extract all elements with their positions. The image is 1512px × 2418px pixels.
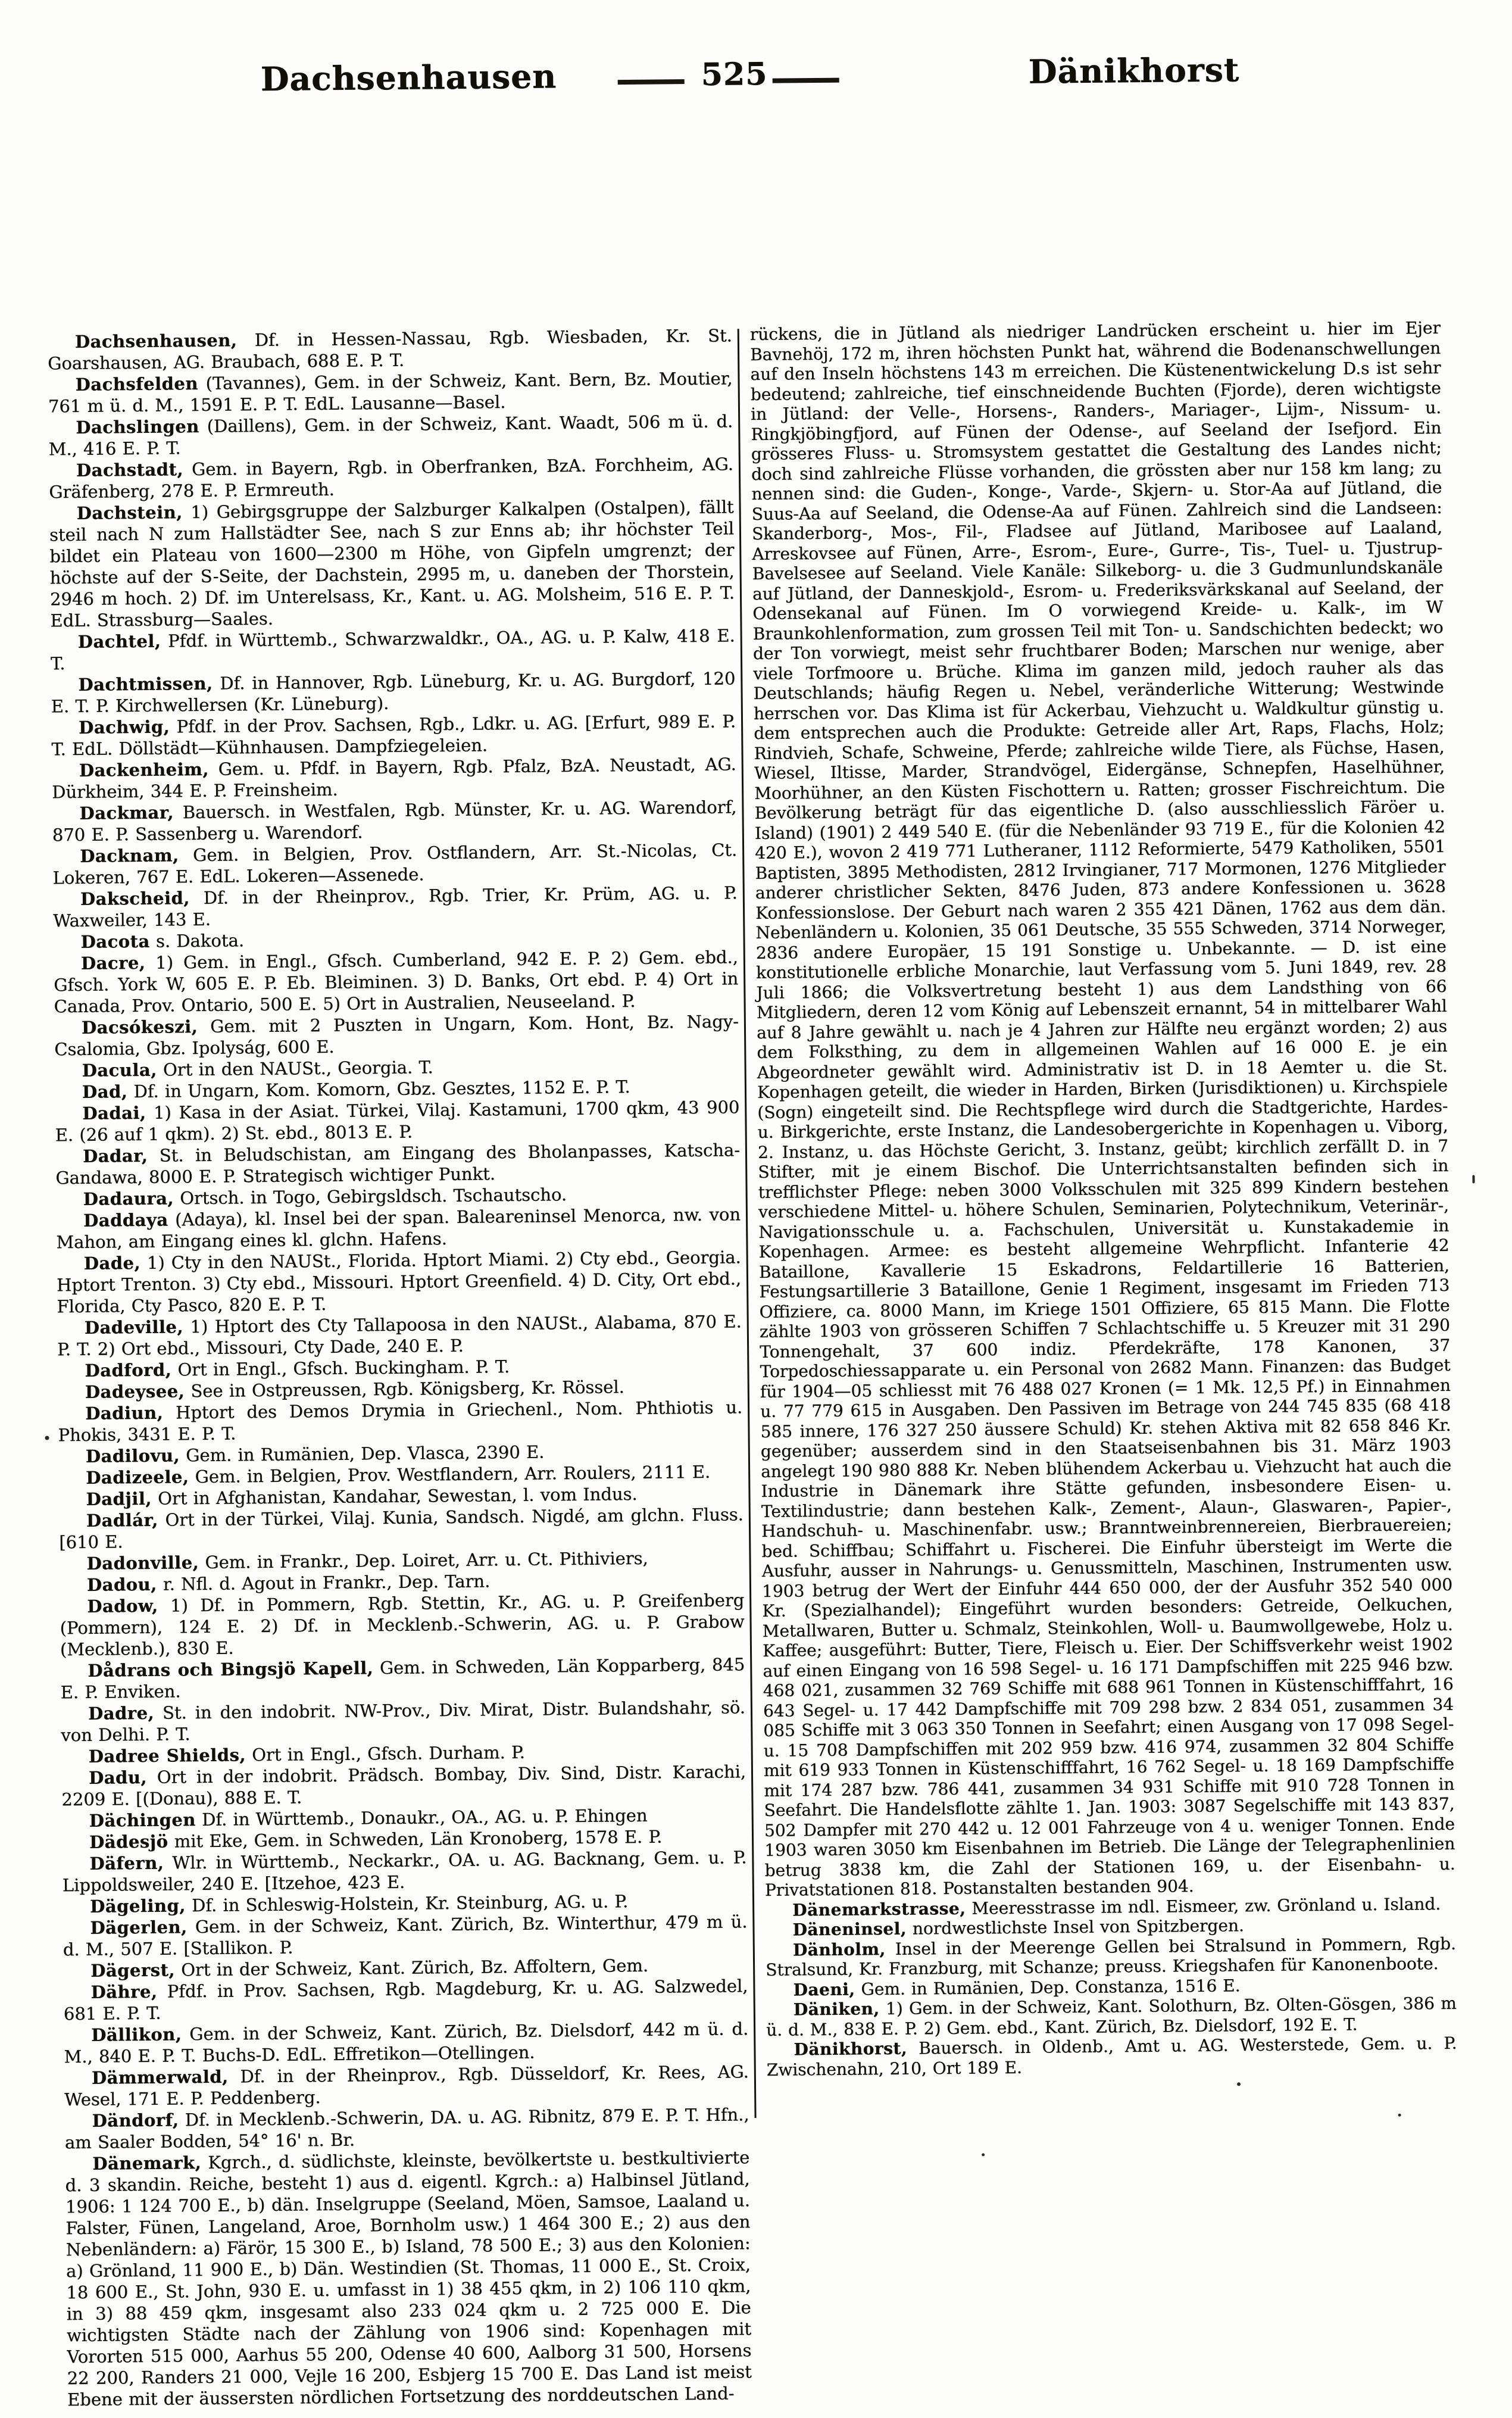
dictionary-entry: Dadford, Ort in Engl., Gfsch. Buckingham. P. T.	[85, 1356, 510, 1381]
entry-term: Dad,	[82, 1081, 128, 1102]
entry-term: Dacre,	[80, 952, 146, 974]
entry-term: Dändorf,	[92, 2110, 179, 2131]
entry-term: Dänemarkstrasse,	[792, 1898, 966, 1920]
dictionary-entry: Däneninsel, nordwestlichste Insel von Spitzbergen.	[792, 1915, 1244, 1940]
header-rule-left	[618, 79, 685, 85]
dictionary-entry: Dänikhorst, Bauersch. in Oldenb., Amt u. AG. Westerstede, Gem. u. P. Zwischenahn, 210, Ort 189 E.	[766, 2033, 1457, 2080]
dictionary-entry: Dacknam, Gem. in Belgien, Prov. Ostflandern, Arr. St.-Nicolas, Ct. Lokeren, 767 E. EdL. Lokeren—Assenede.	[52, 840, 738, 888]
entry-term: Dadu,	[88, 1767, 148, 1788]
dictionary-entry: Dägerlen, Gem. in der Schweiz, Kant. Zürich, Bz. Winterthur, 479 m ü. d. M., 507 E. [Stallikon. P.	[63, 1911, 748, 1960]
entry-term: Dacknam,	[79, 845, 179, 866]
entry-term: Dädesjö	[89, 1831, 168, 1852]
dictionary-entry: Dändorf, Df. in Mecklenb.-Schwerin, DA. u. AG. Ribnitz, 879 E. P. T. Hfn., am Saaler Bodden, 54° 16' n. Br.	[64, 2104, 749, 2153]
entry-term: Dadlár,	[86, 1509, 158, 1531]
entry-term: Däniken,	[793, 1999, 880, 2020]
dictionary-entry: Dänholm, Insel in der Meerenge Gellen bei Stralsund in Pommern, Rgb. Stralsund, Kr. Franzburg, mit Schanze; preuss. Kriegshafen für Kanonenboote.	[766, 1933, 1456, 1980]
entry-term: Dällikon,	[91, 2024, 182, 2045]
dictionary-entry: Dadai, 1) Kasa in der Asiat. Türkei, Vilaj. Kastamuni, 1700 qkm, 43 900 E. (26 auf 1 qkm). 2) St. ebd., 8013 E. P.	[55, 1097, 740, 1146]
dictionary-entry: Dadonville, Gem. in Frankr., Dep. Loiret, Arr. u. Ct. Pithiviers,	[86, 1547, 648, 1574]
entry-term: Daeni,	[793, 1979, 855, 1999]
dictionary-entry: Dähre, Pfdf. in Prov. Sachsen, Rgb. Magdeburg, Kr. u. AG. Salzwedel, 681 E. P. T.	[63, 1976, 748, 2024]
dictionary-entry: Dachsfelden (Tavannes), Gem. in der Schweiz, Kant. Bern, Bz. Moutier, 761 m ü. d. M., 1591 E. P. T. EdL. Lausanne—Basel.	[48, 368, 733, 417]
dictionary-entry: Dägeling, Df. in Schleswig-Holstein, Kr. Steinburg, AG. u. P.	[89, 1891, 629, 1917]
scan-speck	[982, 2153, 985, 2156]
entry-term: Dähre,	[90, 1981, 158, 2002]
entry-term: Dächingen	[89, 1809, 196, 1831]
dictionary-entry: Dädesjö mit Eke, Gem. in Schweden, Län Kronoberg, 1578 E. P.	[89, 1826, 663, 1852]
dictionary-entry: Dadar, St. in Beludschistan, am Eingang des Bholanpasses, Katscha-Gandawa, 8000 E. P. Strategisch wichtiger Punkt.	[55, 1140, 741, 1188]
dictionary-entry: Dådrans och Bingsjö Kapell, Gem. in Schweden, Län Kopparberg, 845 E. P. Enviken.	[60, 1654, 745, 1703]
dictionary-entry: Dadree Shields, Ort in Engl., Gfsch. Durham. P.	[88, 1742, 525, 1767]
header-left-keyword: Dachsenhausen	[260, 57, 557, 98]
dictionary-entry: Dade, 1) Cty in den NAUSt., Florida. Hptort Miami. 2) Cty ebd., Georgia. Hptort Trenton. 3) Cty ebd., Missouri. Hptort Greenfield. 4) D. City, Ort ebd., Florida, Cty Pasco, 820 E. P. T.	[56, 1247, 742, 1317]
dictionary-entry: Dacsókeszi, Gem. mit 2 Puszten in Ungarn, Kom. Hont, Bz. Nagy-Csalomia, Gbz. Ipolyság, 600 E.	[54, 1011, 739, 1060]
entry-term: Dadow,	[87, 1595, 158, 1617]
dictionary-entry: Dad, Df. in Ungarn, Kom. Komorn, Gbz. Gesztes, 1152 E. P. T.	[82, 1077, 630, 1102]
dictionary-entry: Dällikon, Gem. in der Schweiz, Kant. Zürich, Bz. Dielsdorf, 442 m ü. d. M., 840 E. P. T. Buchs-D. EdL. Effretikon—Otellingen.	[64, 2018, 749, 2067]
entry-term: Dachtel,	[77, 631, 161, 652]
entry-term: Däfern,	[89, 1852, 164, 1874]
dictionary-entry: Dämmerwald, Df. in der Rheinprov., Rgb. Düsseldorf, Kr. Rees, AG. Wesel, 171 E. P. Peddenberg.	[64, 2061, 749, 2110]
page-number: 525	[701, 55, 768, 93]
scan-speck	[45, 1436, 49, 1440]
header-rule-right	[773, 78, 839, 83]
scan-speck	[1237, 2082, 1241, 2086]
header-right-keyword: Dänikhorst	[1028, 50, 1240, 91]
column-right	[750, 318, 1458, 2152]
entry-term: Dachwig,	[78, 716, 170, 738]
entry-term: Dadeville,	[84, 1316, 184, 1338]
dictionary-entry: Dadjil, Ort in Afghanistan, Kandahar, Sewestan, l. vom Indus.	[86, 1483, 638, 1509]
dictionary-entry: Dadizeele, Gem. in Belgien, Prov. Westflandern, Arr. Roulers, 2111 E.	[86, 1461, 711, 1488]
entry-term: Dade,	[83, 1252, 141, 1274]
dictionary-entry: Dadre, St. in den indobrit. NW-Prov., Div. Mirat, Distr. Bulandshahr, sö. von Delhi. P. T.	[61, 1697, 746, 1746]
entry-term: Dådrans och Bingsjö Kapell,	[88, 1658, 374, 1681]
dictionary-entry: Dackmar, Bauersch. in Westfalen, Rgb. Münster, Kr. u. AG. Warendorf, 870 E. P. Sassenberg u. Warendorf.	[52, 797, 737, 845]
entry-term: Dadaura,	[83, 1188, 174, 1209]
dictionary-entry: Dadeville, 1) Hptort des Cty Tallapoosa in den NAUSt., Alabama, 870 E. P. T. 2) Ort ebd., Missouri, Cty Dade, 240 E. P.	[57, 1311, 742, 1360]
entry-term: Dadizeele,	[86, 1467, 189, 1488]
entry-term: Dadai,	[82, 1102, 146, 1124]
entry-term: Dachsenhausen,	[74, 330, 238, 352]
dictionary-entry: Dachtmissen, Df. in Hannover, Rgb. Lüneburg, Kr. u. AG. Burgdorf, 120 E. T. P. Kirchwellersen (Kr. Lüneburg).	[51, 668, 736, 717]
entry-term: Dachtmissen,	[78, 673, 213, 695]
entry-term: Dänemark,	[92, 2152, 202, 2174]
dictionary-entry: Dänemarkstrasse, Meeresstrasse im ndl. Eismeer, zw. Grönland u. Island.	[792, 1893, 1441, 1920]
scan-speck	[1398, 2114, 1401, 2117]
entry-term: Dacsókeszi,	[81, 1016, 198, 1038]
continuation-paragraph: rückens, die in Jütland als niedriger Landrücken erscheint u. hier im Ejer Bavnehöj, 172 m, ihren höchsten Punkt hat, während die Bodenanschwellungen auf den Inseln höchstens 143 m erreichen. Die Küstenentwickelung D.s ist sehr bedeutend; zahlreiche, tief einschneidende Buchten (Fjorde), deren wichtigste in Jütland: der Velle-, Horsens-, Randers-, Mariager-, Lijm-, Nissum- u. Ringkjöbingfjord, auf Fünen der Odense-, auf Seeland der Isefjord. Ein grösseres Fluss- u. Stromsystem gestattet die Gestaltung des Landes nicht; doch sind zahlreiche Flüsse vorhanden, die grössten aber nur 158 km lang; zu nennen sind: die Guden-, Konge-, Varde-, Skjern- u. Stor-Aa auf Jütland, die Suus-Aa auf Seeland, die Odense-Aa auf Fünen. Zahlreich sind die Landseen: Skanderborg-, Mos-, Fil-, Fladsee auf Jütland, Maribosee auf Laaland, Arreskovsee auf Fünen, Arre-, Esrom-, Eure-, Gurre-, Tis-, Tuel- u. Tjustrup-Bavelsesee auf Seeland. Viele Kanäle: Silkeborg- u. die 3 Gudmunlundskanäle auf Jütland, der Danneskjold-, Esrom- u. Frederiksvärkskanal auf Seeland, der Odensekanal auf Fünen. Im O vorwiegend Kreide- u. Kalk-, im W Braunkohlenformation, zum grossen Teil mit Ton- u. Sandschichten bedeckt; wo der Ton vorwiegt, meist sehr fruchtbarer Boden; Marschen nur wenige, aber viele Torfmoore u. Brüche. Klima im ganzen mild, jedoch rauher als das Deutschlands; häufig Regen u. Nebel, veränderliche Witterung; Westwinde herrschen vor. Das Klima ist für Ackerbau, Viehzucht u. Waldkultur günstig u. dem entsprechen auch die Produkte: Getreide aller Art, Raps, Flachs, Holz; Rindvieh, Schafe, Schweine, Pferde; zahlreiche wilde Tiere, als Füchse, Hasen, Wiesel, Iltisse, Marder, Strandvögel, Eidergänse, Schnepfen, Haselhühner, Moorhühner, an den Küsten Fischottern u. Ratten; grosser Fischreichtum. Die Bevölkerung beträgt für das eigentliche D. (also ausschliesslich Färöer u. Island) (1901) 2 449 540 E. (für die Nebenländer 93 719 E., für die Kolonien 42 420 E.), wovon 2 419 771 Lutheraner, 1112 Reformierte, 5479 Katholiken, 5501 Baptisten, 3895 Methodisten, 2812 Irvingianer, 717 Mormonen, 1276 Mitglieder anderer christlicher Sekten, 8476 Juden, 873 andere Konfessionen u. 3628 Konfessionslose. Der Geburt nach waren 2 355 421 Dänen, 1762 aus dem dän. Nebenländern u. Kolonien, 35 061 Deutsche, 35 555 Schweden, 3714 Norweger, 2836 andere Europäer, 15 191 Sonstige u. Unbekannte. — D. ist eine konstitutionelle erbliche Monarchie, laut Verfassung vom 5. Juni 1849, rev. 28 Juli 1866; die Volksvertretung besteht 1) aus dem Landsthing von 66 Mitgliedern, deren 12 vom König auf Lebenszeit ernannt, 54 in mittelbarer Wahl auf 8 Jahre gewählt u. nach je 4 Jahren zur Hälfte neu ergänzt worden; 2) aus dem Folksthing, zu dem in allgemeinen Wahlen auf 16 000 E. je ein Abgeordneter gewählt wird. Administrativ ist D. in 18 Aemter u. die St. Kopenhagen geteilt, die wieder in Harden, Birken (Jurisdiktionen) u. Kirchspiele (Sogn) eingeteilt sind. Die Rechtspflege wird durch die Stadtgerichte, Hardes- u. Birkgerichte, erste Instanz, die Landesobergerichte in Kopenhagen u. Viborg, 2. Instanz, u. das Höchste Gericht, 3. Instanz, geübt; kirchlich zerfällt D. in 7 Stifter, mit je einem Bischof. Die Unterrichtsanstalten befinden sich in trefflichster Pflege: neben 3000 Volksschulen mit 325 899 Kindern bestehen verschiedene Mittel- u. höhere Schulen, Seminarien, Polytechnikum, Veterinär-, Navigationsschule u. a. Fachschulen, Universität u. Kunstakademie in Kopenhagen. Armee: es besteht allgemeine Wehrpflicht. Infanterie 42 Bataillone, Kavallerie 15 Eskadrons, Feldartillerie 16 Batterien, Festungsartillerie 3 Bataillone, Genie 1 Regiment, insgesamt im Frieden 713 Offiziere, ca. 8000 Mann, im Kriege 1501 Offiziere, 65 815 Mann. Die Flotte zählte 1903 von grösseren Schiffen 7 Schlachtschiffe u. 5 Kreuzer mit 31 290 Tonnengehalt, 37 600 indiz. Pferdekräfte, 178 Kanonen, 37 Torpedoschiessapparate u. ein Personal von 2682 Mann. Finanzen: das Budget für 1904—05 schliesst mit 76 488 027 Kronen (= 1 Mk. 12,5 Pf.) in Einnahmen u. 77 779 615 in Ausgaben. Den Passiven im Betrage von 244 745 835 (68 418 585 innere, 176 327 250 äussere Schuld) Kr. stehen Aktiva mit 82 658 846 Kr. gegenüber; ausserdem sind in den Staatseisenbahnen bis 31. März 1903 angelegt 190 980 888 Kr. Neben blühendem Ackerbau u. Viehzucht hat auch die Industrie in Dänemark ihre Stätte gefunden, insbesondere Eisen- u. Textilindustrie; dann bestehen Kalk-, Zement-, Alaun-, Glaswaren-, Papier-, Handschuh- u. Maschinenfabr. usw.; Branntweinbrennereien, Bierbrauereien; bed. Schiffbau; Schiffahrt u. Fischerei. Die Einfuhr übersteigt im Werte die Ausfuhr, ausser in Nahrungs- u. Genussmitteln, Maschinen, Instrumenten usw. 1903 betrug der Wert der Einfuhr 444 650 000, der der Ausfuhr 352 540 000 Kr. (Spezialhandel); Eingeführt wurden besonders: Getreide, Oelkuchen, Metallwaren, Butter u. Schmalz, Steinkohlen, Woll- u. Baumwollgewebe, Holz u. Kaffee; ausgeführt: Butter, Tiere, Fleisch u. Eier. Der Schiffsverkehr weist 1902 auf einen Eingang von 16 598 Segel- u. 16 171 Dampfschiffen mit 225 946 bzw. 468 021, zusammen 32 769 Schiffe mit 688 961 Tonnen in Küstenschifffahrt, 16 643 Segel- u. 17 442 Dampfschiffe mit 709 298 bzw. 2 834 051, zusammen 34 085 Schiffe mit 3 063 350 Tonnen in Seefahrt; einen Ausgang von 17 098 Segel- u. 15 708 Dampfschiffen mit 202 959 bzw. 416 974, zusammen 32 804 Schiffe mit 619 933 Tonnen in Küstenschifffahrt, 16 762 Segel- u. 18 169 Dampfschiffe mit 174 287 bzw. 786 441, zusammen 34 931 Schiffe mit 910 728 Tonnen in Seefahrt. Die Handelsflotte zählte 1. Jan. 1903: 3087 Segelschiffe mit 143 837, 502 Dampfer mit 270 442 u. 12 001 Fahrzeuge von 4 u. weniger Tonnen. Ende 1903 waren 3050 km Eisenbahnen im Betrieb. Die Länge der Telegraphenlinien betrug 3838 km, die Zahl der Stationen 169, u. der Eisenbahn- u. Privatstationen 818. Postanstalten bestanden 904.	[749, 317, 1455, 1900]
dictionary-entry: Dadou, r. Nfl. d. Agout in Frankr., Dep. Tarn.	[86, 1571, 491, 1595]
entry-term: Dacula,	[82, 1059, 157, 1081]
entry-term: Dänholm,	[792, 1939, 886, 1960]
entry-term: Dadjil,	[86, 1488, 152, 1509]
dictionary-entry: Dachslingen (Daillens), Gem. in der Schweiz, Kant. Waadt, 506 m ü. d. M., 416 E. P. T.	[48, 411, 733, 460]
dictionary-entry: Dadow, 1) Df. in Pommern, Rgb. Stettin, Kr., AG. u. P. Greifenberg (Pommern), 124 E. 2) Df. in Mecklenb.-Schwerin, AG. u. P. Grabow (Mecklenb.), 830 E.	[60, 1590, 745, 1660]
entry-term: Dachstadt,	[76, 459, 184, 481]
dictionary-entry: Daeni, Gem. in Rumänien, Dep. Constanza, 1516 E.	[793, 1975, 1241, 1999]
entry-term: Dägeling,	[89, 1895, 186, 1917]
entry-term: Dadar,	[82, 1145, 148, 1166]
entry-term: Daddaya	[83, 1209, 168, 1231]
dictionary-entry: Dadu, Ort in der indobrit. Prädsch. Bombay, Div. Sind, Distr. Karachi, 2209 E. [(Donau), 888 E. T.	[61, 1761, 746, 1810]
dictionary-entry: Dachwig, Pfdf. in der Prov. Sachsen, Rgb., Ldkr. u. AG. [Erfurt, 989 E. P. T. EdL. Döllstädt—Kühnhausen. Dampfziegeleien.	[51, 711, 736, 760]
dictionary-entry: Dächingen Df. in Württemb., Donaukr., OA., AG. u. P. Ehingen	[89, 1805, 648, 1831]
dictionary-entry: Dadeysee, See in Ostpreussen, Rgb. Königsberg, Kr. Rössel.	[85, 1377, 624, 1402]
column-left	[48, 325, 752, 2410]
dictionary-entry: Dänemark, Kgrch., d. südlichste, kleinste, bevölkertste u. bestkultivierte d. 3 skandin. Reiche, besteht 1) aus d. eigentl. Kgrch.: a) Halbinsel Jütland, 1906: 1 124 700 E., b) dän. Inselgruppe (Seeland, Möen, Samsoe, Laaland u. Falster, Fünen, Langeland, Aroe, Bornholm usw.) 1 464 300 E.; 2) aus den Nebenländern: a) Färör, 15 300 E., b) Island, 78 500 E.; 3) aus den Kolonien: a) Grönland, 11 900 E., b) Dän. Westindien (St. Thomas, 11 000 E., St. Croix, 18 600 E., St. John, 930 E. u. umfasst in 1) 38 455 qkm, in 2) 106 110 qkm, in 3) 88 459 qkm, insgesamt also 233 024 qkm u. 2 725 000 E. Die wichtigsten Städte nach der Zählung von 1906 sind: Kopenhagen mit Vororten 515 000, Aarhus 55 200, Odense 40 600, Aalborg 31 500, Horsens 22 200, Randers 21 000, Vejle 16 200, Esbjerg 15 700 E. Das Land ist meist Ebene mit der äussersten nördlichen Fortsetzung des norddeutschen Land-	[65, 2147, 752, 2410]
entry-term: Dadou,	[86, 1574, 157, 1595]
entry-term: Dämmerwald,	[91, 2066, 229, 2088]
dictionary-entry: Dadlár, Ort in der Türkei, Vilaj. Kunia, Sandsch. Nigdé, am glchn. Fluss. [610 E.	[59, 1504, 743, 1553]
entry-term: Dacota	[80, 931, 150, 952]
entry-term: Dakscheid,	[80, 888, 190, 909]
scan-speck	[1472, 1175, 1474, 1183]
dictionary-entry: Dachstadt, Gem. in Bayern, Rgb. in Oberfranken, BzA. Forchheim, AG. Gräfenberg, 278 E. P. Ermreuth.	[49, 454, 734, 503]
entry-term: Dachstein,	[76, 502, 183, 523]
entry-term: Dachsfelden	[75, 373, 198, 395]
entry-term: Dänikhorst,	[794, 2038, 908, 2060]
dictionary-entry: Dadiun, Hptort des Demos Drymia in Griechenl., Nom. Phthiotis u. Phokis, 3431 E. P. T.	[58, 1397, 743, 1446]
dictionary-entry: Däfern, Wlr. in Württemb., Neckarkr., OA. u. AG. Backnang, Gem. u. P. Lippoldsweiler, 240 E. [Itzehoe, 423 E.	[62, 1847, 747, 1896]
entry-term: Dackenheim,	[79, 759, 209, 781]
dictionary-entry: Dachtel, Pfdf. in Württemb., Schwarzwaldkr., OA., AG. u. P. Kalw, 418 E. T.	[50, 625, 735, 674]
dictionary-entry: Dägerst, Ort in der Schweiz, Kant. Zürich, Bz. Affoltern, Gem.	[90, 1955, 649, 1981]
dictionary-entry: Dakscheid, Df. in der Rheinprov., Rgb. Trier, Kr. Prüm, AG. u. P. Waxweiler, 143 E.	[53, 882, 738, 931]
entry-term: Dadford,	[85, 1359, 172, 1381]
entry-term: Dägerlen,	[90, 1917, 188, 1938]
dictionary-entry: Dackenheim, Gem. u. Pfdf. in Bayern, Rgb. Pfalz, BzA. Neustadt, AG. Dürkheim, 344 E. P. Freinsheim.	[51, 754, 736, 803]
dictionary-entry: Dadaura, Ortsch. in Togo, Gebirgsldsch. Tschautscho.	[83, 1184, 567, 1209]
entry-term: Dachslingen	[76, 416, 199, 438]
dictionary-entry: Dacre, 1) Gem. in Engl., Gfsch. Cumberland, 942 E. P. 2) Gem. ebd., Gfsch. York W, 605 E. P. Eb. Bleiminen. 3) D. Banks, Ort ebd. P. 4) Ort in Canada, Prov. Ontario, 500 E. 5) Ort in Australien, Neuseeland. P.	[54, 947, 739, 1017]
dictionary-entry: Däniken, 1) Gem. in der Schweiz, Kant. Solothurn, Bz. Olten-Gösgen, 386 m ü. d. M., 838 E. P. 2) Gem. ebd., Kant. Zürich, Bz. Dielsdorf, 192 E. T.	[766, 1993, 1457, 2040]
dictionary-entry: Dacula, Ort in den NAUSt., Georgia. T.	[82, 1057, 433, 1081]
dictionary-entry: Dacota s. Dakota.	[80, 930, 245, 952]
entry-term: Dadeysee,	[85, 1381, 185, 1402]
entry-term: Dackmar,	[79, 802, 174, 823]
entry-term: Dadre,	[88, 1702, 155, 1724]
entry-term: Dadonville,	[86, 1552, 199, 1574]
dictionary-entry: Dachstein, 1) Gebirgsgruppe der Salzburger Kalkalpen (Ostalpen), fällt steil nach N zum Hallstädter See, nach S zur Enns ab; ihr höchster Teil bildet ein Plateau von 1600—2300 m Höhe, von Gipfeln umgrenzt; der höchste auf der S-Seite, der Dachstein, 2995 m, u. daneben der Thorstein, 2946 m hoch. 2) Df. im Unterelsass, Kr., Kant. u. AG. Molsheim, 516 E. P. T. EdL. Strassburg—Saales.	[49, 497, 735, 631]
entry-term: Dadilovu,	[85, 1445, 180, 1467]
entry-term: Dadree Shields,	[88, 1745, 246, 1767]
entry-term: Dadiun,	[85, 1402, 164, 1424]
dictionary-entry: Dachsenhausen, Df. in Hessen-Nassau, Rgb. Wiesbaden, Kr. St. Goarshausen, AG. Braubach, 688 E. P. T.	[48, 325, 732, 374]
dictionary-entry: Daddaya (Adaya), kl. Insel bei der span. Baleareninsel Menorca, nw. von Mahon, am Eingang eines kl. glchn. Hafens.	[56, 1204, 741, 1253]
entry-term: Däneninsel,	[792, 1918, 907, 1940]
entry-term: Dägerst,	[90, 1960, 176, 1981]
dictionary-entry: Dadilovu, Gem. in Rumänien, Dep. Vlasca, 2390 E.	[85, 1442, 545, 1467]
